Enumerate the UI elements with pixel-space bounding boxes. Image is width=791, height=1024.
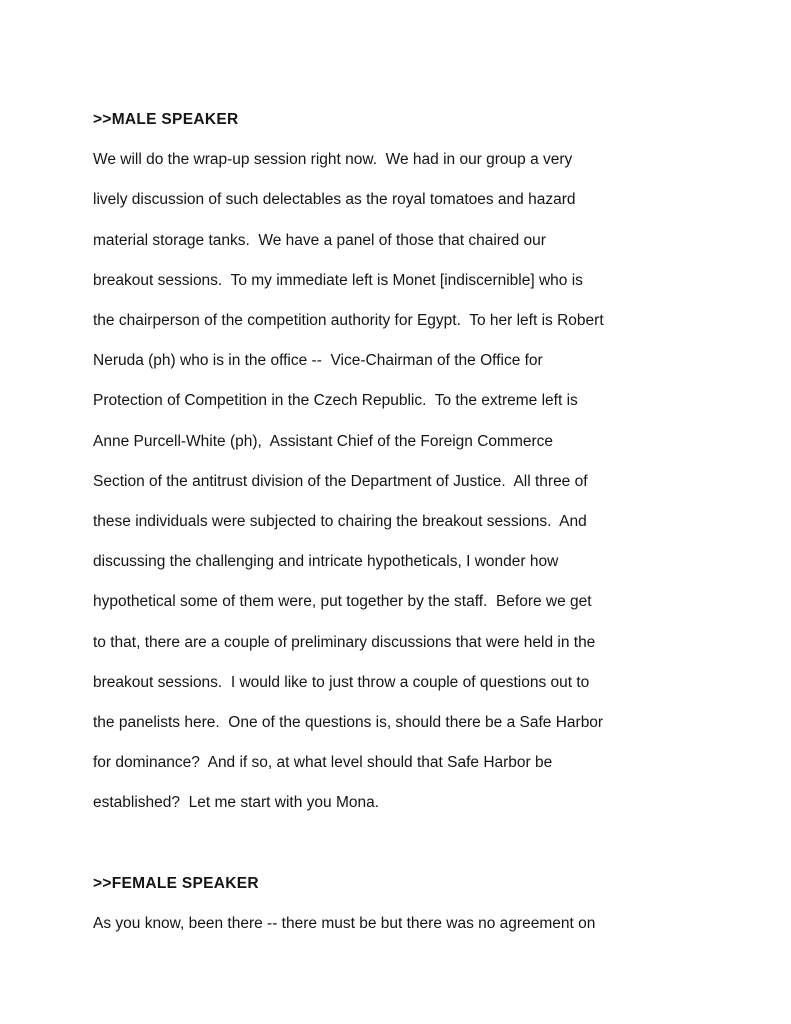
transcript-line: As you know, been there -- there must be but there was no agreement on — [93, 914, 596, 932]
transcript-line: breakout sessions. To my immediate left is Monet [indiscernible] who is — [93, 271, 583, 289]
speaker-section-female — [93, 864, 713, 944]
transcript-line: the panelists here. One of the questions is, should there be a Safe Harbor — [93, 714, 604, 732]
transcript-line: lively discussion of such delectables as the royal tomatoes and hazard — [93, 191, 576, 209]
speaker-heading: >>MALE SPEAKER — [93, 111, 239, 128]
transcript-line: breakout sessions. I would like to just throw a couple of questions out to — [93, 673, 590, 691]
transcript-line: these individuals were subjected to chairing the breakout sessions. And — [93, 513, 587, 531]
transcript-line: the chairperson of the competition authority for Egypt. To her left is Robert — [93, 312, 604, 330]
transcript-line: Section of the antitrust division of the Department of Justice. All three of — [93, 472, 588, 490]
transcript-line: discussing the challenging and intricate hypotheticals, I wonder how — [93, 553, 559, 571]
transcript-line: We will do the wrap-up session right now. We had in our group a very — [93, 151, 573, 169]
transcript-line: hypothetical some of them were, put together by the staff. Before we get — [93, 593, 592, 611]
transcript-line: Neruda (ph) who is in the office -- Vice-Chairman of the Office for — [93, 352, 543, 370]
transcript-line: material storage tanks. We have a panel of those that chaired our — [93, 231, 546, 249]
transcript-line: for dominance? And if so, at what level should that Safe Harbor be — [93, 754, 553, 772]
speaker-heading: >>FEMALE SPEAKER — [93, 874, 259, 892]
speaker-section-male — [93, 100, 713, 824]
transcript-line: established? Let me start with you Mona. — [93, 794, 380, 812]
speaker-paragraph — [93, 904, 713, 944]
speaker-paragraph — [93, 140, 713, 823]
transcript-line: Anne Purcell-White (ph), Assistant Chief of the Foreign Commerce — [93, 432, 554, 450]
transcript-body — [93, 100, 713, 944]
transcript-line: to that, there are a couple of preliminary discussions that were held in the — [93, 633, 596, 651]
transcript-line: Protection of Competition in the Czech Republic. To the extreme left is — [93, 392, 578, 410]
